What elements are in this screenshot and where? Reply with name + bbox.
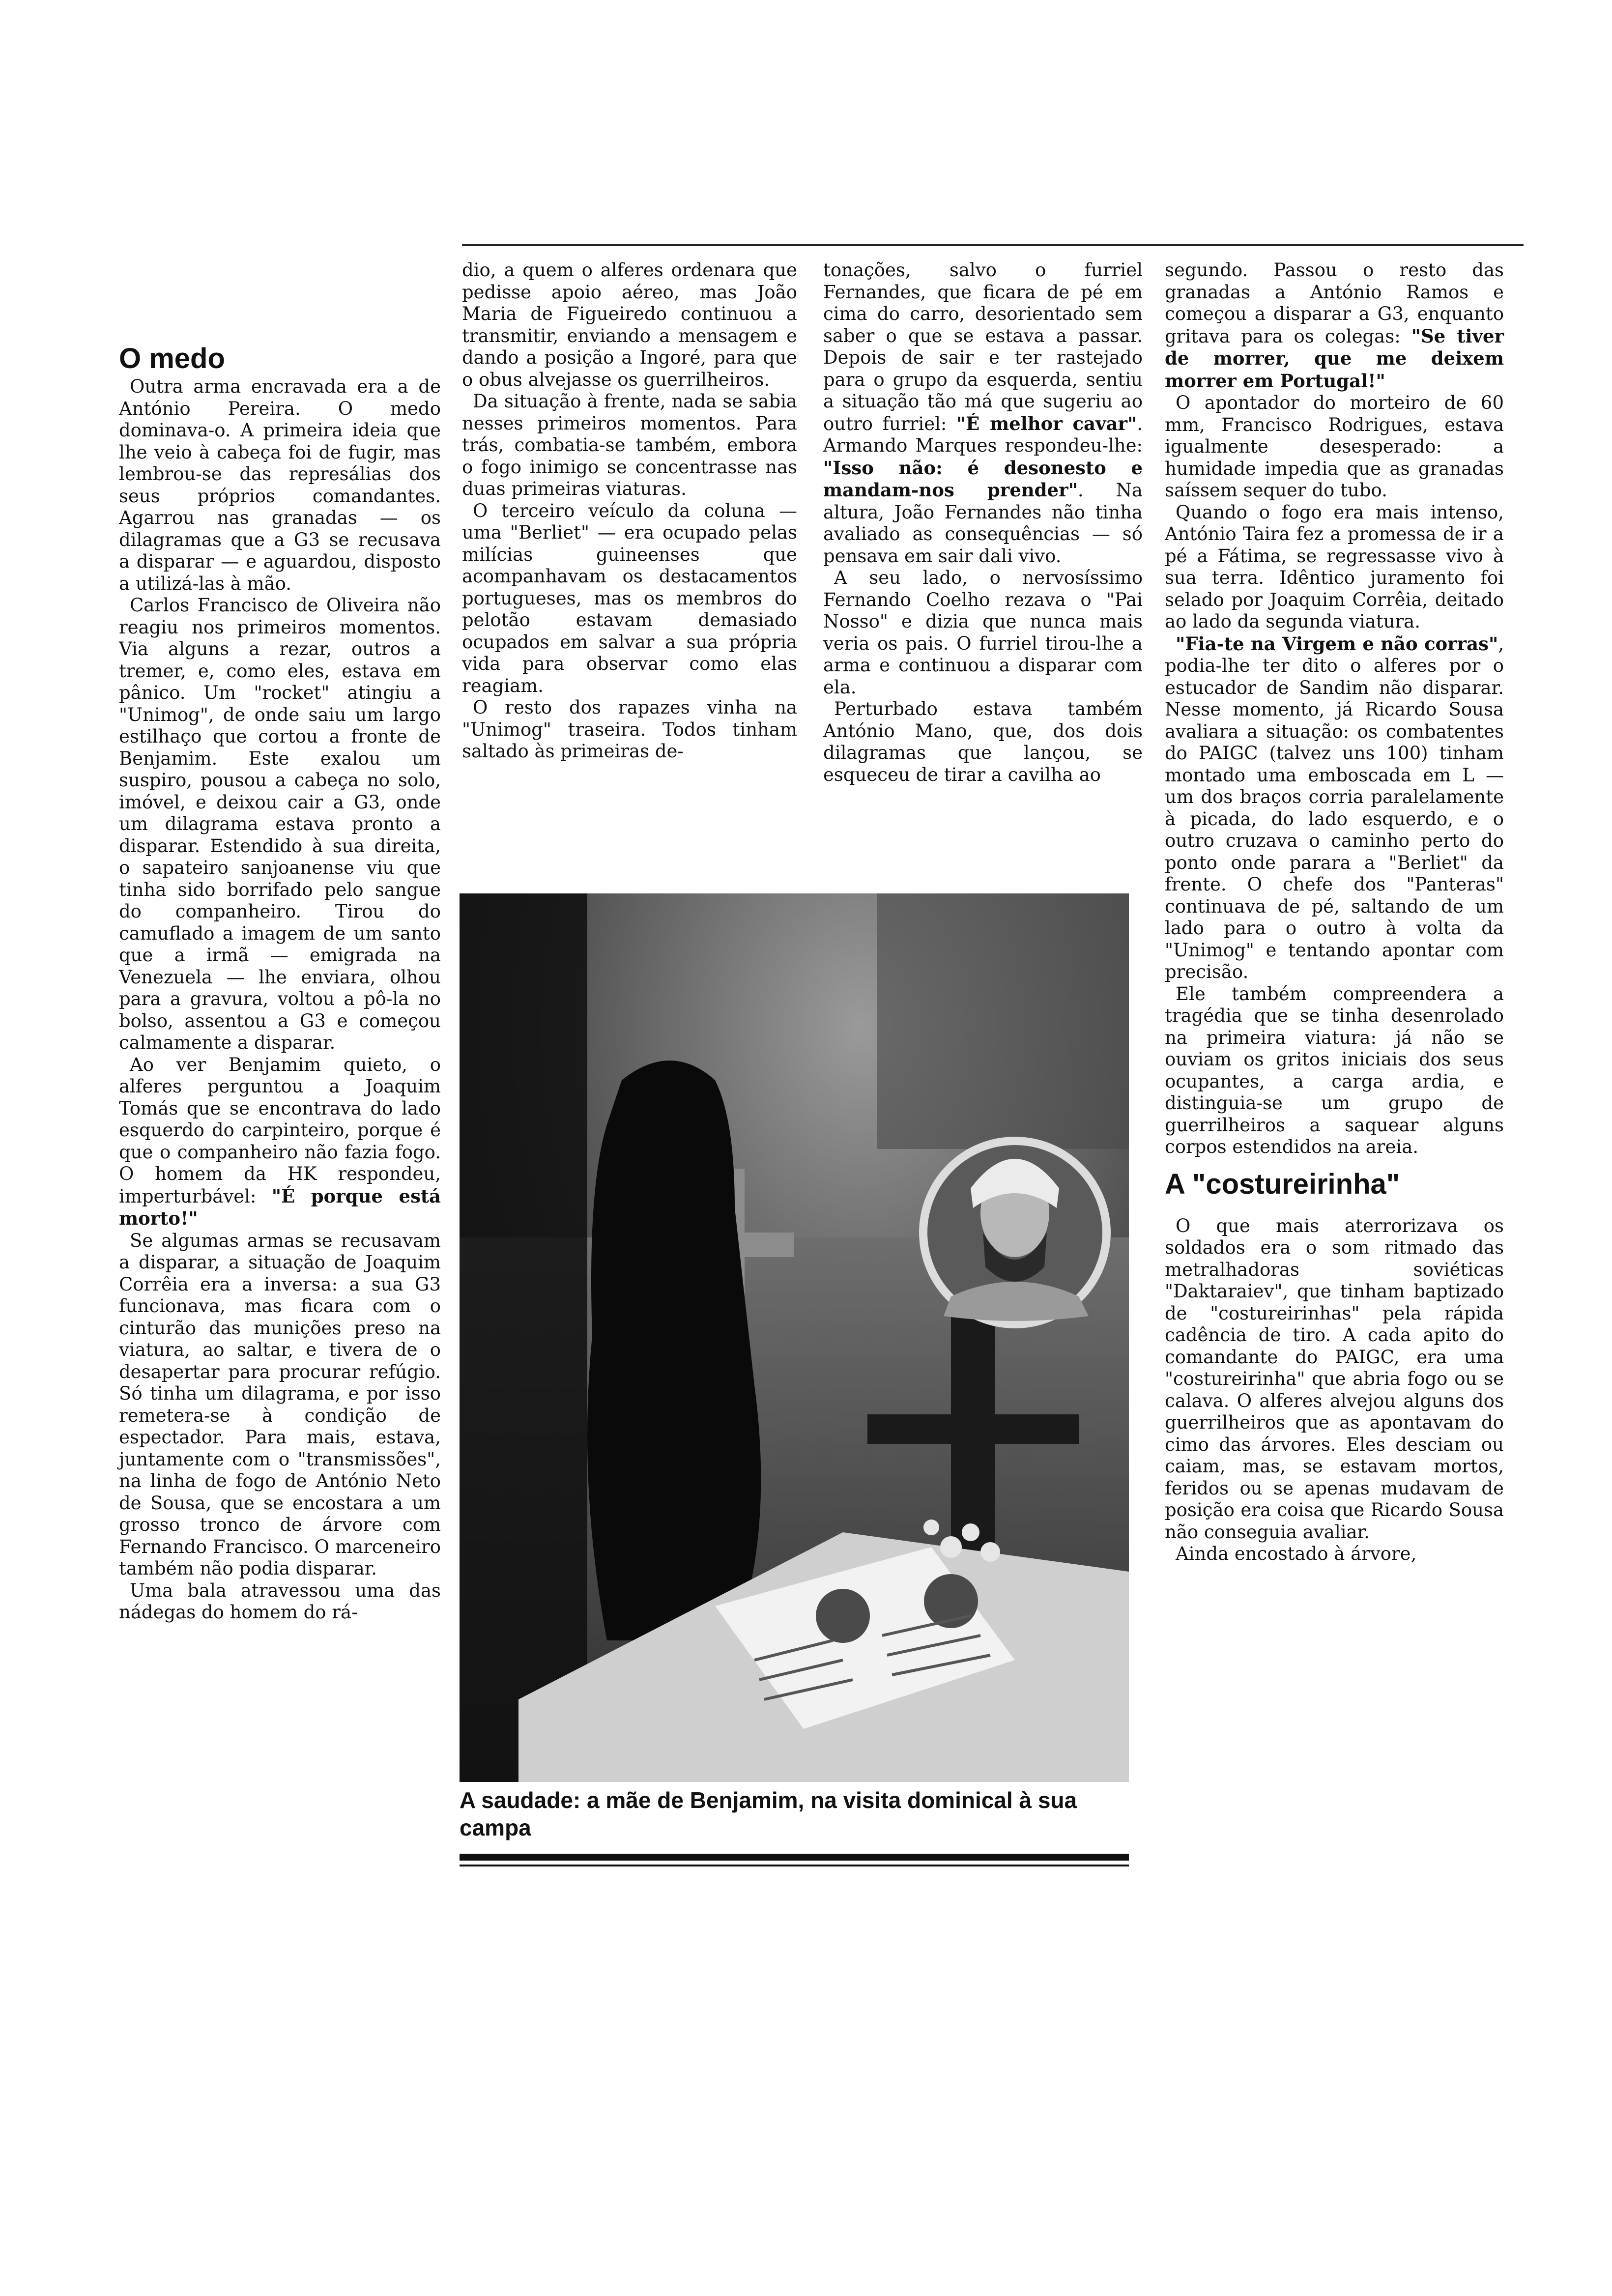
article-column-3 <box>823 259 1143 786</box>
article-column-4 <box>1165 259 1504 1565</box>
quote-bold: "Se tiver de morrer, que me deixem morrer em Portugal!" <box>1165 325 1504 392</box>
caption-rule-thick <box>460 1854 1129 1861</box>
paragraph: Ele também compreendera a tragédia que se tinha desenrolado na primeira viatura: já não se ouviam os gritos iniciais dos seus ocupantes, a carga ardia, e distinguia-se um grupo de guerrilheiros a saquear alguns corpos estendidos na areia. <box>1165 983 1504 1157</box>
paragraph: Perturbado estava também António Mano, que, dos dois dilagramas que lançou, se esqueceu de tirar a cavilha ao <box>823 698 1143 785</box>
quote-bold: "Fia-te na Virgem e não corras" <box>1176 632 1498 655</box>
paragraph: O apontador do morteiro de 60 mm, Francisco Rodrigues, estava igualmente desesperado: a humidade impedia que as granadas saíssem sequer do tubo. <box>1165 392 1504 501</box>
paragraph: dio, a quem o alferes ordenara que pedisse apoio aéreo, mas João Maria de Figueiredo continuou a transmitir, enviando a mensagem e dando a posição a Ingoré, para que o obus alvejasse os guerrilheiros. <box>462 259 797 390</box>
grave-photo <box>460 893 1129 1782</box>
quote-bold: "É melhor cavar" <box>956 412 1137 434</box>
paragraph-text: Ao ver Benjamim quieto, o alferes perguntou a Joaquim Tomás que se encontrava do lado esquerdo do carpinteiro, porque é que o companheiro não fazia fogo. O homem da HK respondeu, imperturbável: <box>119 1054 441 1207</box>
quote-bold: "Isso não: é desonesto e mandam-nos prender" <box>823 457 1143 501</box>
paragraph-text: . Armando Marques respondeu-lhe: <box>823 413 1143 456</box>
grave-photo-illustration <box>460 893 1129 1782</box>
paragraph: Da situação à frente, nada se sabia nesses primeiros momentos. Para trás, combatia-se também, embora o fogo inimigo se concentrasse nas duas primeiras viaturas. <box>462 391 797 499</box>
quote-bold: "É porque está morto!" <box>119 1185 441 1229</box>
paragraph: O que mais aterrorizava os soldados era o som ritmado das metralhadoras soviéticas "Daktaraiev", que tinham baptizado de "costureirinhas" pela rápida cadência de tiro. A cada apito do comandante do PAIGC, era uma "costureirinha" que abria fogo ou se calava. O alferes alvejou alguns dos guerrilheiros que as apontavam do cimo das árvores. Eles desciam ou caiam, mas, se estavam mortos, feridos ou se apenas mudavam de posição era coisa que Ricardo Sousa não conseguia avaliar. <box>1165 1215 1504 1543</box>
article-column-2 <box>462 259 797 763</box>
paragraph <box>823 259 1143 567</box>
photo-caption: A saudade: a mãe de Benjamim, na visita dominical à sua campa <box>460 1787 1077 1840</box>
paragraph <box>1165 633 1504 983</box>
paragraph: Ainda encostado à árvore, <box>1176 1543 1417 1564</box>
paragraph: Uma bala atravessou uma das nádegas do homem do rá- <box>119 1579 441 1623</box>
caption-rule-thin <box>460 1865 1129 1866</box>
paragraph: Outra arma encravada era a de António Pereira. O medo dominava-o. A primeira ideia que lhe veio à cabeça foi de fugir, mas lembrou-se das represálias dos seus próprios comandantes. Agarrou nas granadas — os dilagramas que a G3 se recusava a disparar — e aguardou, disposto a utilizá-las à mão. <box>119 376 441 594</box>
paragraph-text: . Na altura, João Fernandes não tinha avaliado as consequências — só pensava em sair dali vivo. <box>823 480 1143 567</box>
paragraph-text: tonações, salvo o furriel Fernandes, que ficara de pé em cima do carro, desorientado sem saber o que se estava a passar. Depois de sair e ter rastejado para o grupo da esquerda, sentiu a situação tão má que sugeriu ao outro furriel: <box>823 259 1143 434</box>
paragraph-text: , podia-lhe ter dito o alferes por o estucador de Sandim não disparar. Nesse momento, já Ricardo Sousa avaliara a situação: os combatentes do PAIGC (talvez uns 100) tinham montado uma emboscada em L — um dos braços corria paralelamente à picada, do lado esquerdo, e o outro cruzava o caminho perto do ponto onde parara a "Berliet" da frente. O chefe dos "Panteras" continuava de pé, saltando de um lado para o outro à volta da "Unimog" e tentando apontar com precisão. <box>1165 633 1504 982</box>
section-heading-costureirinha: A "costureirinha" <box>1165 1168 1400 1200</box>
paragraph: Quando o fogo era mais intenso, António Taira fez a promessa de ir a pé a Fátima, se regressasse vivo à sua terra. Idêntico juramento foi selado por Joaquim Corrêia, deitado ao lado da segunda viatura. <box>1165 501 1504 632</box>
paragraph: O resto dos rapazes vinha na "Unimog" traseira. Todos tinham saltado às primeiras de- <box>462 697 797 762</box>
paragraph: O terceiro veículo da coluna — uma "Berliet" — era ocupado pelas milícias guineenses que acompanhavam os destacamentos portugueses, mas os membros do pelotão estavam demasiado ocupados em salvar a sua própria vida para observar como elas reagiam. <box>462 500 797 696</box>
top-rule <box>462 244 1524 246</box>
section-heading-o-medo: O medo <box>119 343 225 374</box>
paragraph: Se algumas armas se recusavam a disparar, a situação de Joaquim Corrêia era a inversa: a sua G3 funcionava, mas ficara com o cinturão das munições preso na viatura, ao saltar, e tivera de o desapertar para procurar refúgio. Só tinha um dilagrama, e por isso remetera-se à condição de espectador. Para mais, estava, juntamente com o "transmissões", na linha de fogo de António Neto de Sousa, que se encostara a um grosso tronco de árvore com Fernando Francisco. O marceneiro também não podia disparar. <box>119 1230 441 1579</box>
paragraph: A seu lado, o nervosíssimo Fernando Coelho rezava o "Pai Nosso" e dizia que nunca mais veria os pais. O furriel tirou-lhe a arma e continuou a disparar com ela. <box>823 567 1143 698</box>
article-column-1 <box>119 342 441 1624</box>
paragraph-text: segundo. Passou o resto das granadas a António Ramos e começou a disparar a G3, enquanto gritava para os colegas: <box>1165 259 1504 347</box>
paragraph <box>1165 259 1504 392</box>
paragraph <box>119 1054 441 1230</box>
paragraph: Carlos Francisco de Oliveira não reagiu nos primeiros momentos. Via alguns a rezar, outros a tremer, e, como eles, estava em pânico. Um "rocket" atingiu a "Unimog", de onde saiu um largo estilhaço que cortou a fronte de Benjamim. Este exalou um suspiro, pousou a cabeça no solo, imóvel, e deixou cair a G3, onde um dilagrama estava pronto a disparar. Estendido à sua direita, o sapateiro sanjoanense viu que tinha sido borrifado pelo sangue do companheiro. Tirou do camuflado a imagem de um santo que a irmã — emigrada na Venezuela — lhe enviara, olhou para a gravura, voltou a pô-la no bolso, assentou a G3 e começou calmamente a disparar. <box>119 595 441 1053</box>
